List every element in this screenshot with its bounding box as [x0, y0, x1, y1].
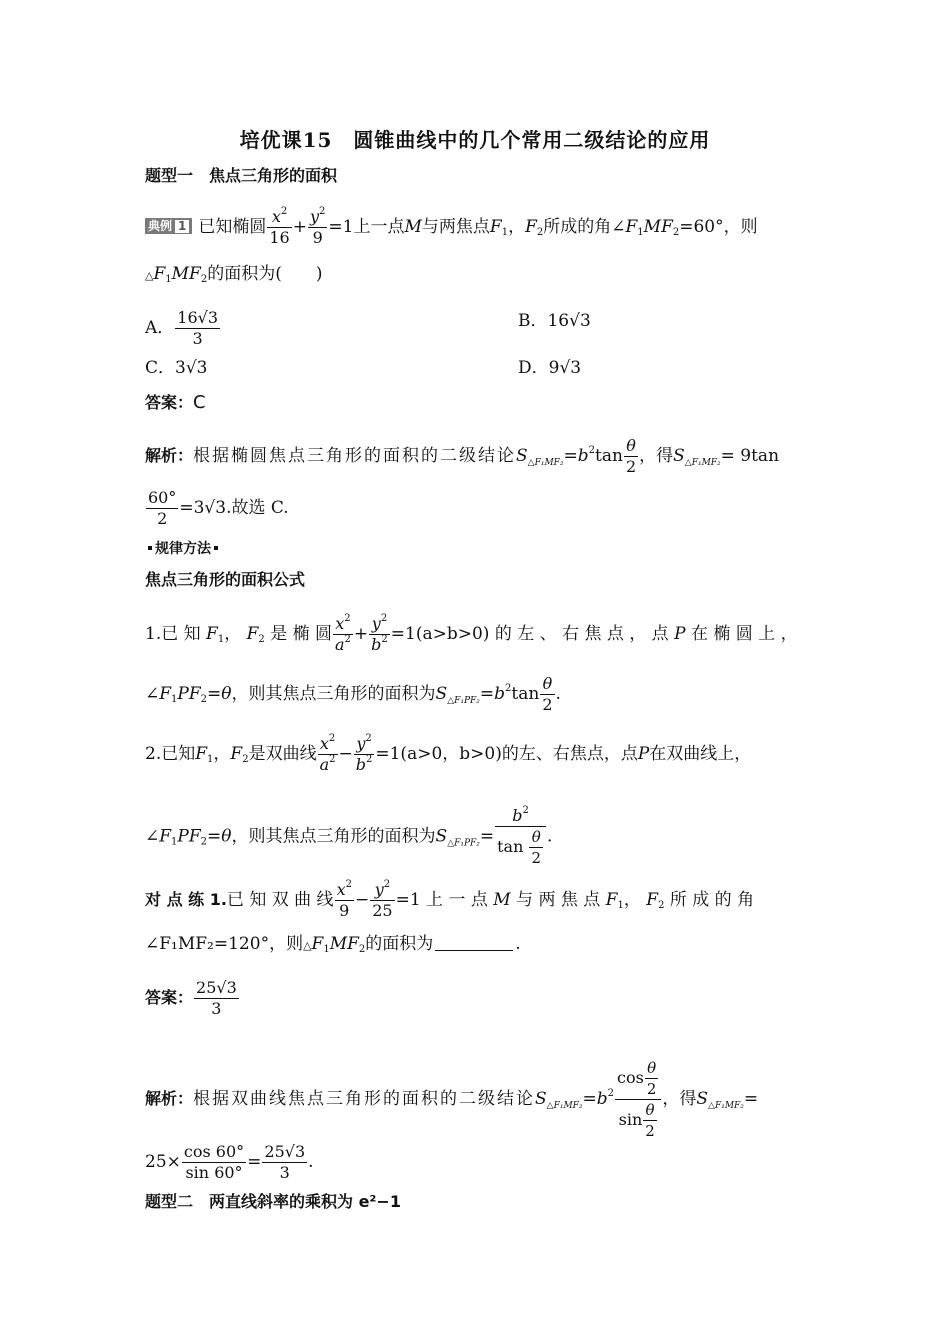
rule-item-2-line2: $\angle F_1PF_2=\theta$，则其焦点三角形的面积为$S_{\triangle F_1PF_2}=$ $b^2$ tan $\frac{\theta}{2}$ .: [145, 805, 553, 867]
rule-item-1: 1.已 知 $F_1$， $F_2$ 是 椭 圆 $\frac{x^2}{a^2}$ + $\frac{y^2}{b^2}$ =1(a>b>0) 的 左 、 右 焦 点 ， 点 P 在 椭 圆 上 ，: [145, 613, 798, 654]
page-title: 培优课15 圆锥曲线中的几个常用二级结论的应用: [239, 128, 711, 152]
rule-subtitle: 焦点三角形的面积公式: [145, 570, 306, 589]
example-1-analysis-line2: $\frac{60^\circ}{2}$ =3√3.故选 C.: [148, 488, 289, 528]
fraction: $\frac{x^2}{16}$: [269, 206, 290, 247]
practice-1-stem: 对 点 练 1.已 知 双 曲 线 $\frac{x^2}{9}$ − $\frac{y^2}{25}$ =1 上 一 点 M 与 两 焦 点 $F_1$， $F_2$ 所 成 的 角: [145, 879, 755, 920]
option-d[interactable]: D．9√3: [518, 358, 582, 378]
rule-item-1-line2: $\angle F_1PF_2=\theta$，则其焦点三角形的面积为$S_{\triangle F_1PF_2}=b^2\tan$ $\frac{\theta}{2}$ .: [145, 674, 561, 714]
answer-blank[interactable]: [435, 950, 513, 951]
example-1-stem-line2: $\triangle F_1MF_2$的面积为( ): [145, 264, 323, 285]
example-1-analysis: 解析：根据椭圆焦点三角形的面积的二级结论$S_{\triangle F_1MF_2}=b^2\tan$ $\frac{\theta}{2}$ ，得$S_{\triangle F_1MF_2}= 9\tan$: [145, 436, 780, 476]
practice-1-answer: 答案： $\frac{25√3}{3}$: [145, 978, 237, 1018]
practice-1-stem-line2: ∠F₁MF₂=120°，则$\triangle F_1MF_2$的面积为 .: [145, 934, 521, 955]
rule-header: 规律方法: [145, 538, 221, 558]
rule-item-2: 2.已知$F_1$，$F_2$是双曲线 $\frac{x^2}{a^2}$ − $\frac{y^2}{b^2}$ =1(a>0，b>0)的左、右焦点，点P在双曲线上，: [145, 733, 752, 774]
example-1-answer: 答案：C: [145, 392, 206, 413]
section-heading-1: 题型一 焦点三角形的面积: [145, 166, 338, 185]
option-b[interactable]: B．16√3: [518, 311, 591, 331]
practice-1-analysis: 解析：根据双曲线焦点三角形的面积的二级结论$S_{\triangle F_1MF_2}=b^2$ cos $\frac{\theta}{2}$ sin $\frac{\theta}{2}$ ，得$S_{\triangle F_1MF_2}=$: [145, 1059, 759, 1140]
section-heading-2: 题型二 两直线斜率的乘积为 e²−1: [145, 1192, 401, 1211]
fraction: $\frac{y^2}{9}$: [309, 206, 326, 247]
option-a[interactable]: A． $\frac{16√3}{3}$: [145, 308, 219, 348]
option-c[interactable]: C．3√3: [145, 358, 208, 378]
example-1-stem: 典例 1 已知椭圆 $\frac{x^2}{16}$ + $\frac{y^2}{9}$ =1上一点M与两焦点$F_1$，$F_2$所成的角$\angle F_1MF_2=60^\circ$，则: [145, 207, 807, 248]
practice-1-analysis-line2: 25× $\frac{\cos 60^\circ}{\sin 60^\circ}$ = $\frac{25√3}{3}$ .: [145, 1142, 314, 1182]
example-badge: 典例 1: [145, 218, 192, 234]
